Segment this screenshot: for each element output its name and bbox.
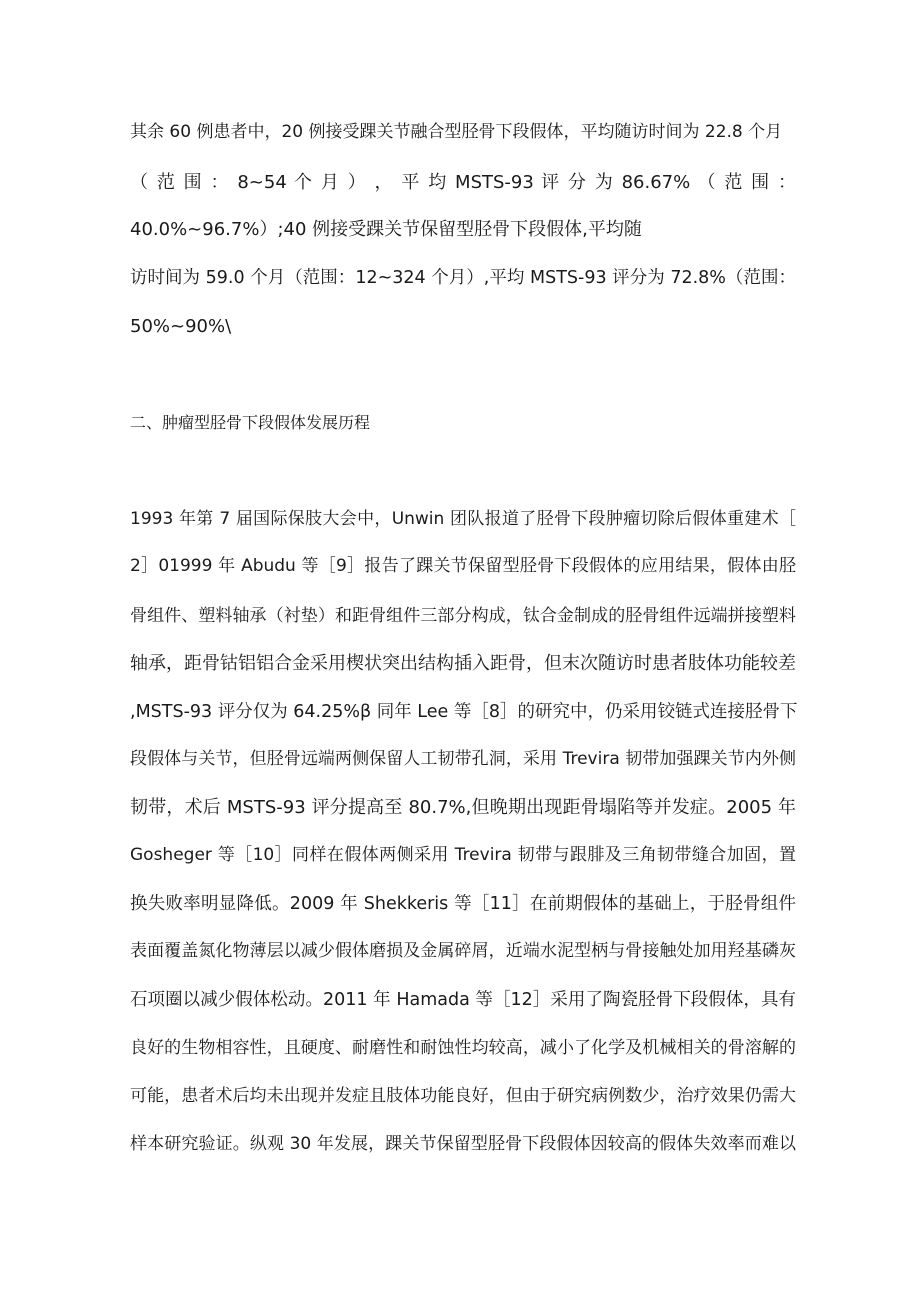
text-line: （ 范 围 ： 8~54 个 月 ） ， 平 均 MSTS-93 评 分 为 86.67% （ 范 围 ： [130, 172, 796, 193]
text-line: 轴承，距骨钴铝铝合金采用楔状突出结构插入距骨，但末次随访时患者肢体功能较差 [130, 653, 796, 674]
text-line: 段假体与关节，但胫骨远端两侧保留人工韧带孔洞，采用 Trevira 韧带加强踝关节内外侧 [130, 749, 796, 769]
text-line: 换失败率明显降低。2009 年 Shekkeris 等［11］在前期假体的基础上，于胫骨组件 [130, 894, 796, 914]
text-line: 表面覆盖氮化物薄层以减少假体磨损及金属碎屑，近端水泥型柄与骨接触处加用羟基磷灰 [130, 941, 796, 961]
text-line: 40.0%~96.7%）;40 例接受踝关节保留型胫骨下段假体,平均随 [130, 219, 642, 240]
text-line: 2］01999 年 Abudu 等［9］报告了踝关节保留型胫骨下段假体的应用结果，假体由胫 [130, 556, 796, 576]
text-line: 50%~90%\ [130, 316, 232, 337]
text-line: 良好的生物相容性，且硬度、耐磨性和耐蚀性均较高，减小了化学及机械相关的骨溶解的 [130, 1038, 796, 1058]
text-line: ,MSTS-93 评分仅为 64.25%β 同年 Lee 等［8］的研究中，仍采用铰链式连接胫骨下 [130, 702, 798, 722]
text-line: Gosheger 等［10］同样在假体两侧采用 Trevira 韧带与跟腓及三角韧带缝合加固，置 [130, 845, 796, 865]
text-line: 可能，患者术后均未出现并发症且肢体功能良好，但由于研究病例数少，治疗效果仍需大 [130, 1086, 796, 1106]
text-line: 1993 年第 7 届国际保肢大会中，Unwin 团队报道了胫骨下段肿瘤切除后假体重建术［ [130, 509, 796, 529]
text-line: 样本研究验证。纵观 30 年发展，踝关节保留型胫骨下段假体因较高的假体失效率而难以 [130, 1134, 796, 1154]
section-heading: 二、肿瘤型胫骨下段假体发展历程 [130, 413, 371, 432]
text-line: 其余 60 例患者中，20 例接受踝关节融合型胫骨下段假体，平均随访时间为 22.8 个月 [130, 122, 783, 142]
text-line: 访时间为 59.0 个月（范围：12~324 个月）,平均 MSTS-93 评分为 72.8%（范围： [130, 268, 796, 288]
text-line: 韧带，术后 MSTS-93 评分提高至 80.7%,但晚期出现距骨塌陷等并发症。2005 年 [130, 797, 796, 818]
text-line: 石项圈以减少假体松动。2011 年 Hamada 等［12］采用了陶瓷胫骨下段假体，具有 [130, 990, 796, 1010]
text-line: 骨组件、塑料轴承（衬垫）和距骨组件三部分构成，钛合金制成的胫骨组件远端拼接塑料 [130, 606, 796, 626]
